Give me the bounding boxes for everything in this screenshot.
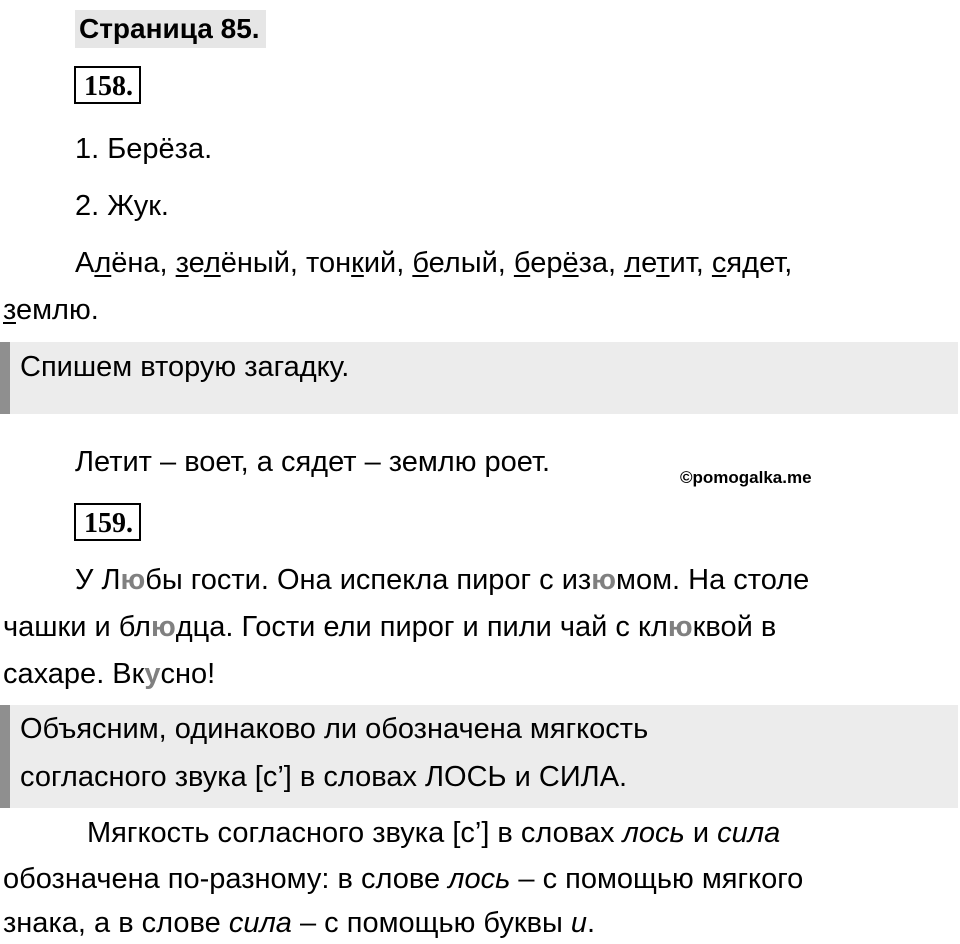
text-fragment: сахаре. Вк — [3, 658, 145, 690]
text-fragment: Мягкость согласного звука [с’] в словах — [87, 817, 623, 849]
instruction-159-line-2: согласного звука [с’] в словах ЛОСЬ и СИЛА. — [20, 761, 628, 793]
highlighted-letter: у — [144, 658, 161, 690]
word-fragment: я — [726, 247, 743, 279]
word-fragment: за, — [578, 247, 625, 279]
task-number-158: 158. — [74, 66, 141, 104]
italic-word: лось — [448, 863, 511, 895]
word-fragment: А — [75, 247, 95, 279]
text-fragment: – с помощью мягкого — [510, 863, 804, 895]
answer-line-3 — [3, 906, 595, 940]
words-line-2 — [3, 293, 99, 327]
italic-word: лось — [622, 817, 685, 849]
text-line-1 — [75, 563, 809, 597]
highlighted-letter: ю — [120, 564, 146, 596]
text-fragment: квой в — [692, 611, 777, 643]
instruction-box-158 — [0, 342, 958, 414]
word-fragment: елый, — [428, 247, 514, 279]
instruction-box-159 — [0, 705, 958, 808]
underlined-letter: б — [412, 247, 429, 279]
word-fragment: е — [641, 247, 657, 279]
text-fragment: мом. На столе — [616, 564, 810, 596]
word-fragment: ит, — [669, 247, 712, 279]
words-line-1 — [75, 246, 792, 280]
italic-word: сила — [717, 817, 781, 849]
answer-line-1 — [87, 816, 780, 850]
underlined-letter: л — [624, 247, 642, 279]
word-fragment: емлю. — [15, 294, 99, 326]
underlined-letter: с — [711, 247, 727, 279]
underlined-letter: л — [94, 247, 112, 279]
italic-word: сила — [228, 907, 292, 939]
instruction-158: Спишем вторую загадку. — [20, 351, 350, 383]
text-fragment: и — [684, 817, 718, 849]
text-fragment: знака, а в слове — [3, 907, 229, 939]
text-fragment: дца. Гости ели пирог и пили чай с кл — [175, 611, 668, 643]
text-line-3 — [3, 657, 215, 691]
text-line-2 — [3, 610, 776, 644]
text-fragment: – с помощью буквы — [291, 907, 571, 939]
text-fragment: . — [587, 907, 596, 939]
page-heading: Страница 85. — [75, 10, 266, 48]
word-fragment: ер — [530, 247, 563, 279]
underlined-letter: д — [742, 247, 760, 279]
underlined-letter: т — [656, 247, 670, 279]
underlined-letter: б — [513, 247, 531, 279]
underlined-letter: з — [3, 294, 16, 326]
highlighted-letter: ю — [591, 564, 617, 596]
highlighted-letter: ю — [150, 611, 176, 643]
text-fragment: обозначена по-разному: в слове — [3, 863, 449, 895]
text-fragment: сно! — [160, 658, 216, 690]
word-fragment: ий, — [363, 247, 413, 279]
watermark: ©pomogalka.me — [680, 468, 812, 487]
text-fragment: чашки и бл — [3, 611, 151, 643]
highlighted-letter: ю — [667, 611, 693, 643]
answer-line-2 — [3, 862, 803, 896]
instruction-159-line-1: Объясним, одинаково ли обозначена мягкость — [20, 713, 649, 745]
word-fragment: е — [188, 247, 204, 279]
underlined-letter: з — [175, 247, 189, 279]
word-fragment: ёна, — [111, 247, 176, 279]
word-fragment: ёный, тон — [220, 247, 352, 279]
task-number-159: 159. — [74, 503, 141, 541]
text-fragment: У Л — [75, 564, 121, 596]
underlined-letter: л — [203, 247, 221, 279]
answer-1: 1. Берёза. — [75, 133, 213, 165]
riddle: Летит – воет, а сядет – землю роет. — [75, 446, 551, 478]
italic-word: и — [570, 907, 588, 939]
word-fragment: ет, — [759, 247, 793, 279]
underlined-letter: ё — [562, 247, 579, 279]
text-fragment: бы гости. Она испекла пирог с из — [145, 564, 592, 596]
underlined-letter: к — [351, 247, 364, 279]
answer-2: 2. Жук. — [75, 190, 169, 222]
